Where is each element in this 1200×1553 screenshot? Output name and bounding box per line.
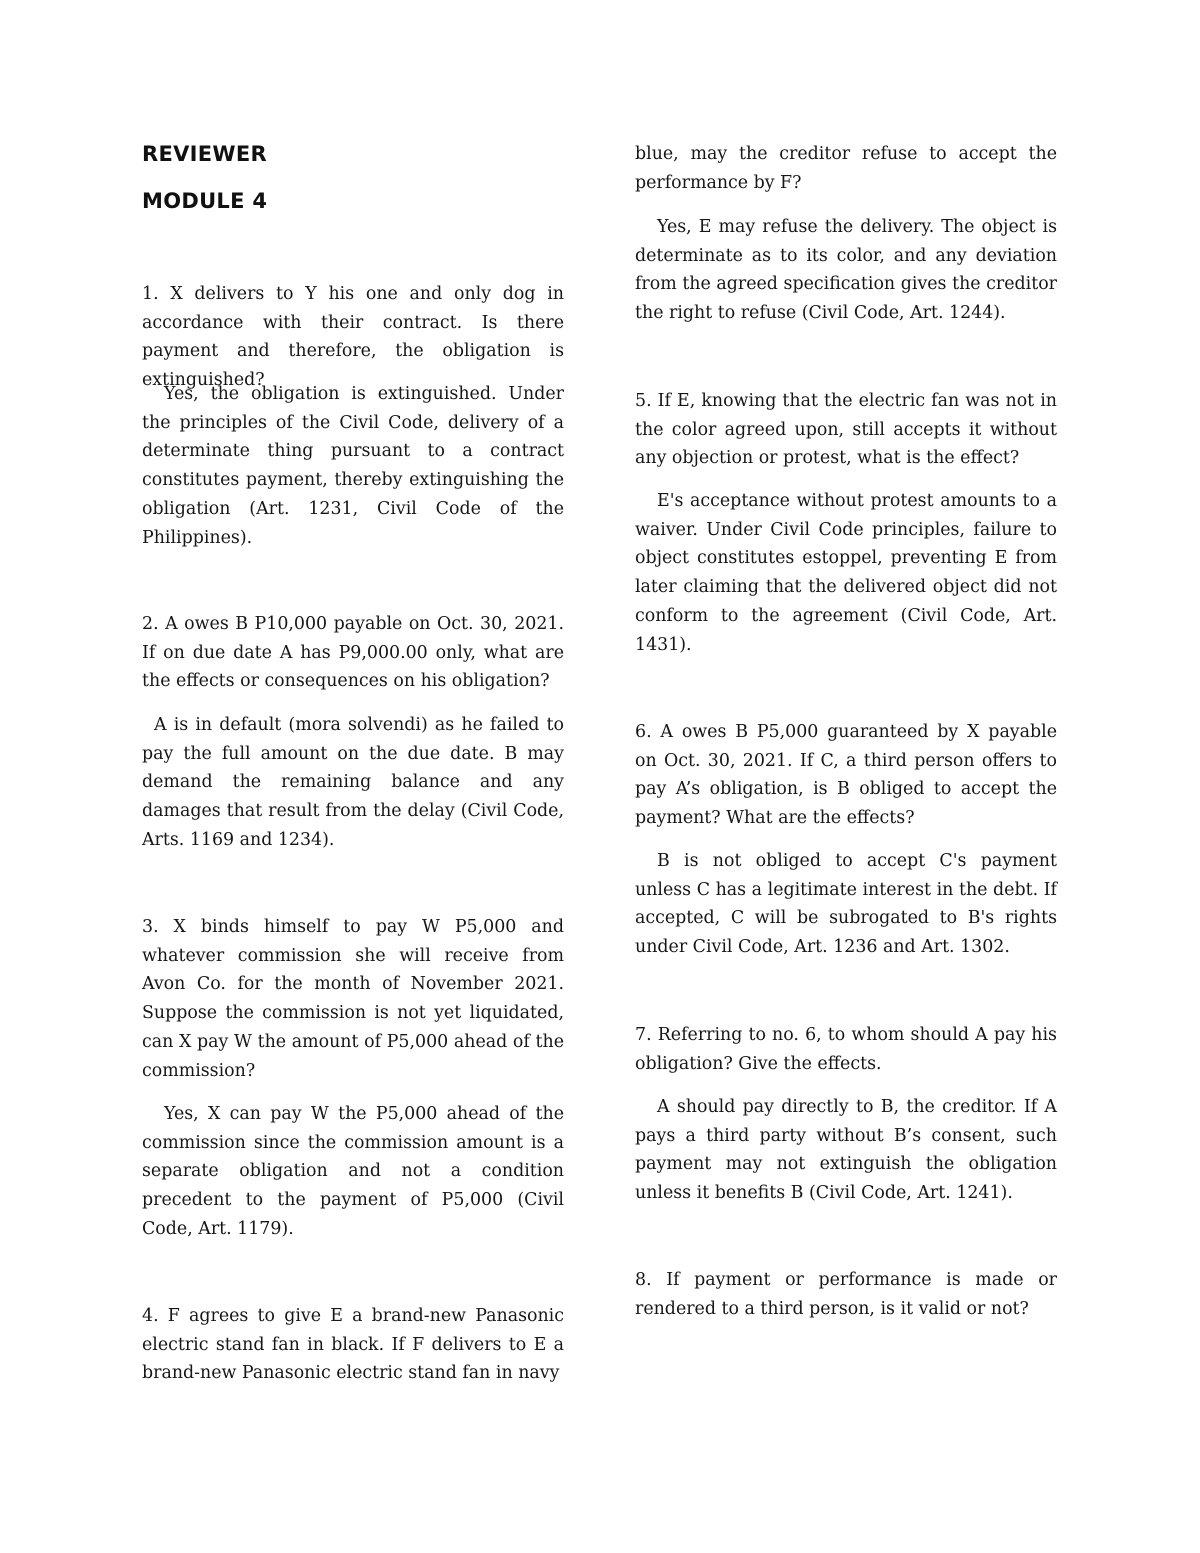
answer-6: B is not obliged to accept C's payment unless C has a legitimate interest in the debt. If accepted, C will be subrogated to B's rights under Civil Code, Art. 1236 and Art. 1302. xyxy=(635,851,1057,958)
question-2: 2. A owes B P10,000 payable on Oct. 30, 2021. If on due date A has P9,000.00 only, what are the effects or consequences on his obligation? xyxy=(142,614,564,692)
question-6: 6. A owes B P5,000 guaranteed by X payable on Oct. 30, 2021. If C, a third person offers to pay A’s obligation, is B obliged to accept the payment? What are the effects? xyxy=(635,722,1057,829)
question-7: 7. Referring to no. 6, to whom should A pay his obligation? Give the effects. xyxy=(635,1025,1057,1074)
answer-3: Yes, X can pay W the P5,000 ahead of the commission since the commission amount is a separate obligation and not a condition precedent to the payment of P5,000 (Civil Code, Art. 1179). xyxy=(142,1104,564,1239)
question-1: 1. X delivers to Y his one and only dog in accordance with their contract. Is there payment and therefore, the obligation is extinguished? xyxy=(142,284,564,391)
document-title: REVIEWER xyxy=(142,142,268,166)
answer-7: A should pay directly to B, the creditor. If A pays a third party without B’s consent, such payment may not extinguish the obligation unless it benefits B (Civil Code, Art. 1241). xyxy=(635,1097,1057,1204)
question-4-part-2: blue, may the creditor refuse to accept the performance by F? xyxy=(635,144,1057,193)
answer-2: A is in default (mora solvendi) as he failed to pay the full amount on the due date. B may demand the remaining balance and any damages that result from the delay (Civil Code, Arts. 1169 and 1234). xyxy=(142,715,564,850)
question-4-part-1: 4. F agrees to give E a brand-new Panasonic electric stand fan in black. If F delivers to E a brand-new Panasonic electric stand fan in navy xyxy=(142,1306,564,1384)
document-subtitle: MODULE 4 xyxy=(142,189,268,213)
question-3: 3. X binds himself to pay W P5,000 and whatever commission she will receive from Avon Co. for the month of November 2021. Suppose the commission is not yet liquidated, can X pay W the amount of P5,000 ahead of the commission? xyxy=(142,917,564,1081)
answer-1: Yes, the obligation is extinguished. Under the principles of the Civil Code, delivery of a determinate thing pursuant to a contract constitutes payment, thereby extinguishing the obligation (Art. 1231, Civil Code of the Philippines). xyxy=(142,384,564,548)
question-8: 8. If payment or performance is made or rendered to a third person, is it valid or not? xyxy=(635,1270,1057,1319)
answer-4: Yes, E may refuse the delivery. The object is determinate as to its color, and any deviation from the agreed specification gives the creditor the right to refuse (Civil Code, Art. 1244). xyxy=(635,217,1057,324)
question-5: 5. If E, knowing that the electric fan was not in the color agreed upon, still accepts it without any objection or protest, what is the effect? xyxy=(635,391,1057,469)
answer-5: E's acceptance without protest amounts to a waiver. Under Civil Code principles, failure to object constitutes estoppel, preventing E from later claiming that the delivered object did not conform to the agreement (Civil Code, Art. 1431). xyxy=(635,491,1057,655)
